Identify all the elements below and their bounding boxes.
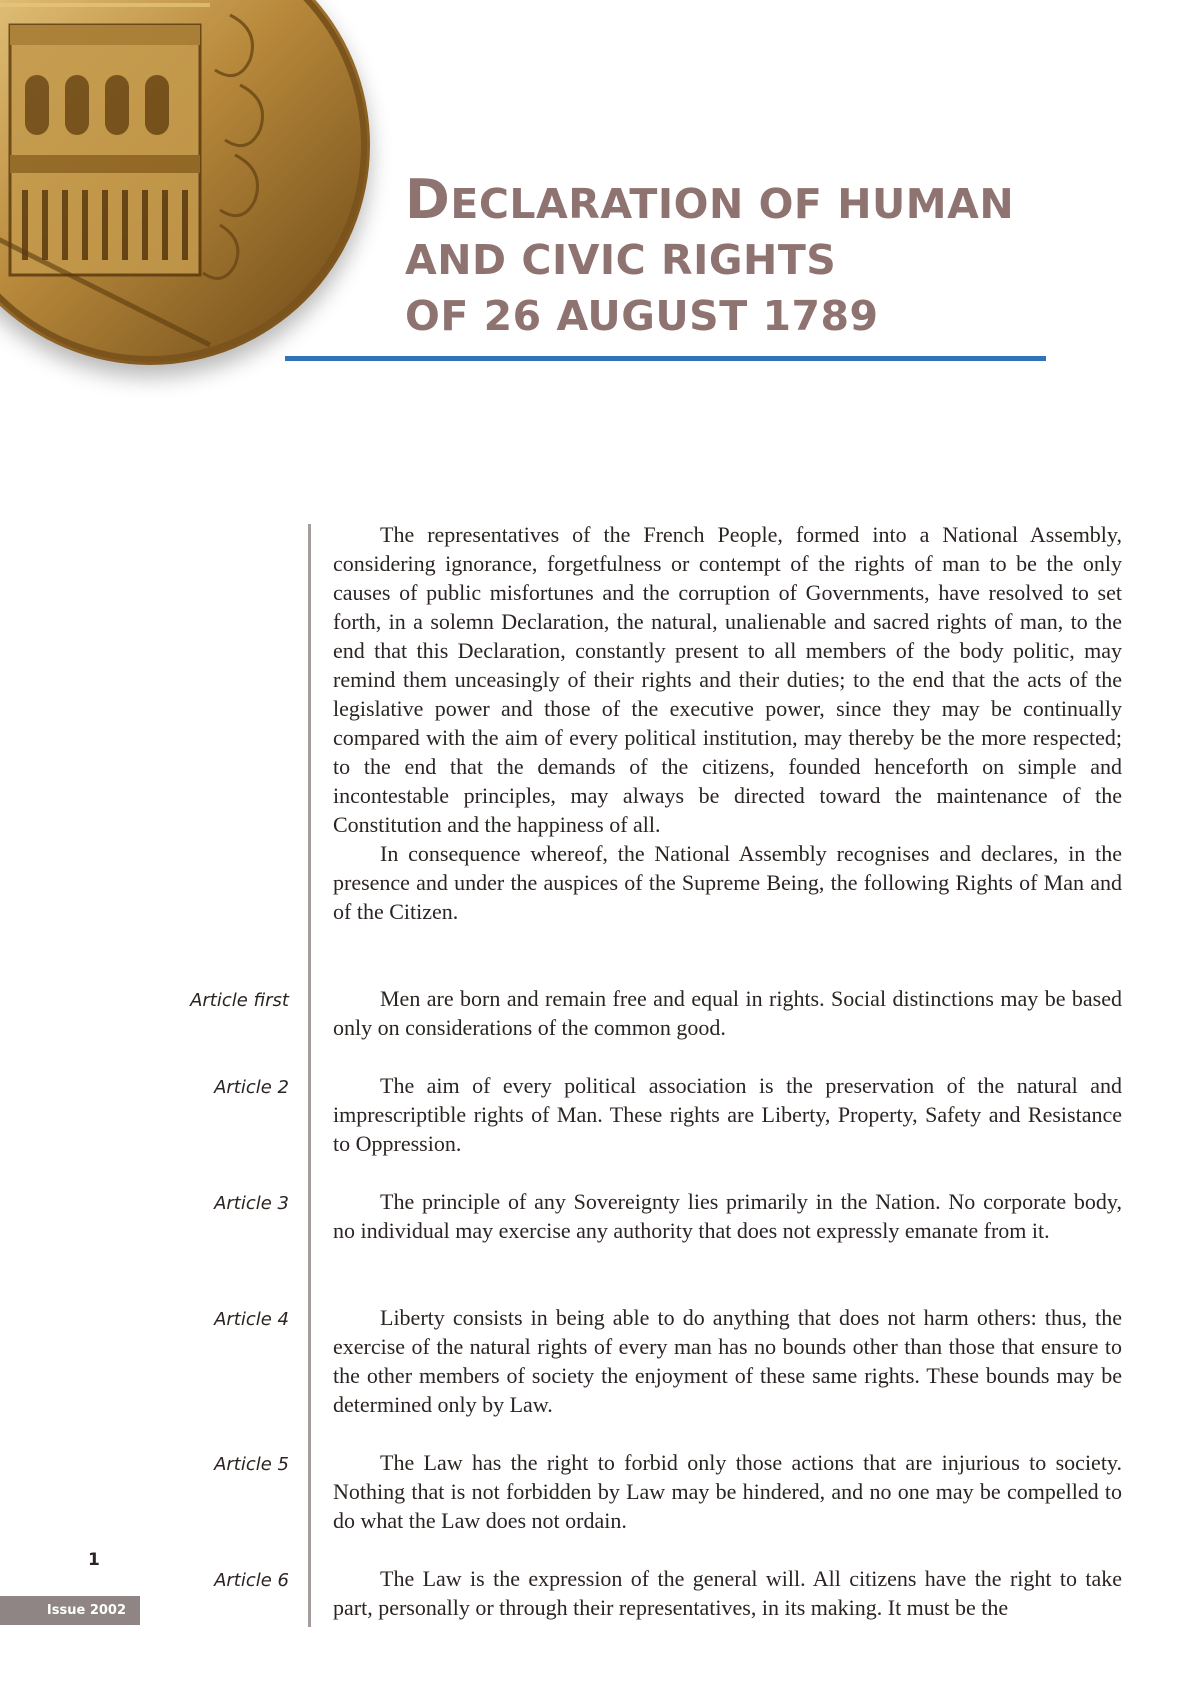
preamble-paragraph: The representatives of the French People, formed into a National Assembly, considering ignorance, forgetfulness or contempt of the rights of man to be the only causes of public misfortunes and the corruption of Governments, have resolved to set forth, in a solemn Declaration, the natural, unalienable and sacred rights of man, to the end that this Declaration, constantly present to all members of the body politic, may remind them unceasingly of their rights and their duties; to the end that the acts of the legislative power and those of the executive power, since they may be continually compared with the aim of every political institution, may thereby be the more respected; to the end that the demands of the citizens, founded henceforth on simple and incontestable principles, may always be directed toward the maintenance of the Constitution and the happiness of all. xyxy=(333,522,1122,837)
article-paragraph: The aim of every political association is the preservation of the natural and imprescriptible rights of Man. These rights are Liberty, Property, Safety and Resistance to Oppression. xyxy=(333,1073,1122,1156)
preamble xyxy=(333,520,1122,926)
preamble-paragraph: In consequence whereof, the National Assembly recognises and declares, in the presence and under the auspices of the Supreme Being, the following Rights of Man and of the Citizen. xyxy=(333,841,1122,924)
margin-rule xyxy=(308,524,311,1627)
page-number: 1 xyxy=(88,1550,100,1570)
title-line-1-text: ECLARATION OF HUMAN xyxy=(450,180,1015,228)
page-title xyxy=(405,168,1015,344)
article-paragraph: The Law is the expression of the general will. All citizens have the right to take part, personally or through their representatives, in its making. It must be the xyxy=(333,1566,1122,1620)
title-drop-cap: D xyxy=(405,168,451,231)
article-text xyxy=(333,1564,1122,1622)
article-paragraph: The Law has the right to forbid only those actions that are injurious to society. Nothing that is not forbidden by Law may be hindered, and no one may be compelled to do what the Law does not ordain. xyxy=(333,1450,1122,1533)
issue-badge: Issue 2002 xyxy=(0,1596,140,1625)
article-label: Article 2 xyxy=(214,1077,289,1098)
article-label: Article 5 xyxy=(214,1454,289,1475)
article-text xyxy=(333,984,1122,1042)
article-text xyxy=(333,1187,1122,1245)
article-label: Article first xyxy=(190,990,289,1011)
article-paragraph: Liberty consists in being able to do anything that does not harm others: thus, the exercise of the natural rights of every man has no bounds other than those that ensure to the other members of society the enjoyment of these same rights. These bounds may be determined only by Law. xyxy=(333,1305,1122,1417)
medal-relief-graphic xyxy=(0,0,370,365)
title-line-1 xyxy=(405,168,1015,232)
article-label: Article 6 xyxy=(214,1570,289,1591)
article-text xyxy=(333,1303,1122,1419)
article-paragraph: The principle of any Sovereignty lies primarily in the Nation. No corporate body, no individual may exercise any authority that does not expressly emanate from it. xyxy=(333,1189,1122,1243)
title-line-3: OF 26 AUGUST 1789 xyxy=(405,292,879,340)
article-label: Article 3 xyxy=(214,1193,289,1214)
title-underline-rule xyxy=(285,356,1046,361)
article-label: Article 4 xyxy=(214,1309,289,1330)
article-text xyxy=(333,1071,1122,1158)
medal-image xyxy=(0,0,370,365)
title-line-2: AND CIVIC RIGHTS xyxy=(405,236,837,284)
article-paragraph: Men are born and remain free and equal in rights. Social distinctions may be based only on considerations of the common good. xyxy=(333,986,1122,1040)
article-text xyxy=(333,1448,1122,1535)
